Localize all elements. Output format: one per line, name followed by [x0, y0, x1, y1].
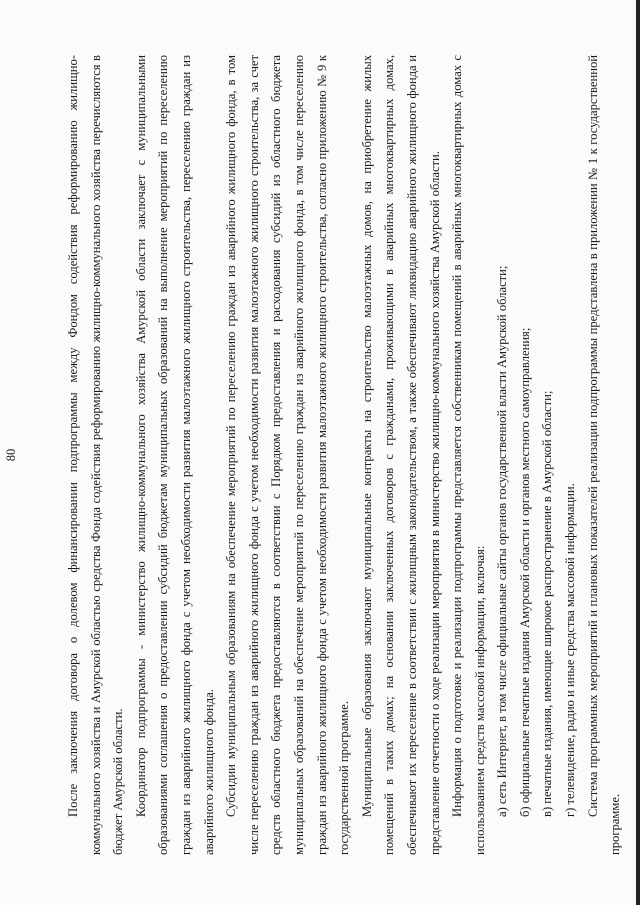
list-item-a: а) сеть Интернет, в том числе официальные сайты органов государственной власти Амурской области;: [495, 265, 510, 817]
page-number: 80: [4, 448, 18, 462]
paragraph-1: После заключения договора о долевом финансировании подпрограммы между Фондом содействия реформированию жилищно-коммунального хозяйства и Амурской областью средства Фонда содействия реформированию жилищно-коммунального хозяйства перечисляются в бюджет Амурской области.: [66, 55, 126, 855]
scan-edge: [636, 0, 640, 905]
list-item-b: б) официальные печатные издания Амурской области и органов местного самоуправления;: [517, 327, 532, 817]
list-item-d: г) телевидение, радио и иные средства массовой информации.: [563, 483, 578, 817]
list-item-c: в) печатные издания, имеющие широкое распространение в Амурской области;: [540, 390, 555, 817]
closing-paragraph: Система программных мероприятий и плановых показателей реализации подпрограммы представлена в приложении № 1 к государственной программе.: [585, 55, 623, 855]
paragraph-2: Координатор подпрограммы - министерство жилищно-коммунального хозяйства Амурской области заключает с муниципальными образованиями соглашения о предоставлении субсидий бюджетам муниципальных образований на выполнение мероприятий по переселению граждан из аварийного жилищного фонда с учетом необходимости развития малоэтажного жилищного строительства, переселению граждан из аварийного жилищного фонда.: [133, 55, 216, 855]
rotated-document: [4, 55, 623, 855]
paragraph-4: Муниципальные образования заключают муниципальные контракты на строительство малоэтажных домов, на приобретение жилых помещений в таких домах; на основании заключенных договоров с гражданами, проживающими в аварийных многоквартирных домах, обеспечивают их переселение в соответствии с жилищным законодательством, а также обеспечивают ликвидацию аварийного жилищного фонда и представление отчетности о ходе реализации мероприятия в министерство жилищно-коммунального хозяйства Амурской области.: [359, 55, 442, 855]
paragraph-3: Субсидии муниципальным образованиям на обеспечение мероприятий по переселению граждан из аварийного жилищного фонда, в том числе переселению граждан из аварийного жилищного фонда с учетом необходимости развития малоэтажного жилищного строительства, за счет средств областного бюджета предоставляются в соответствии с Порядком предоставления и расходования субсидий из областного бюджета муниципальных образований на обеспечение мероприятий по переселению граждан из аварийного жилищного фонда, в том числе переселению граждан из аварийного жилищного фонда с учетом необходимости развития малоэтажного жилищного строительства, согласно приложению № 9 к государственной программе.: [224, 55, 352, 855]
paragraph-5: Информация о подготовке и реализации подпрограммы представляется собственникам помещений в аварийных многоквартирных домах с использованием средств массовой информации, включая:: [450, 55, 487, 855]
